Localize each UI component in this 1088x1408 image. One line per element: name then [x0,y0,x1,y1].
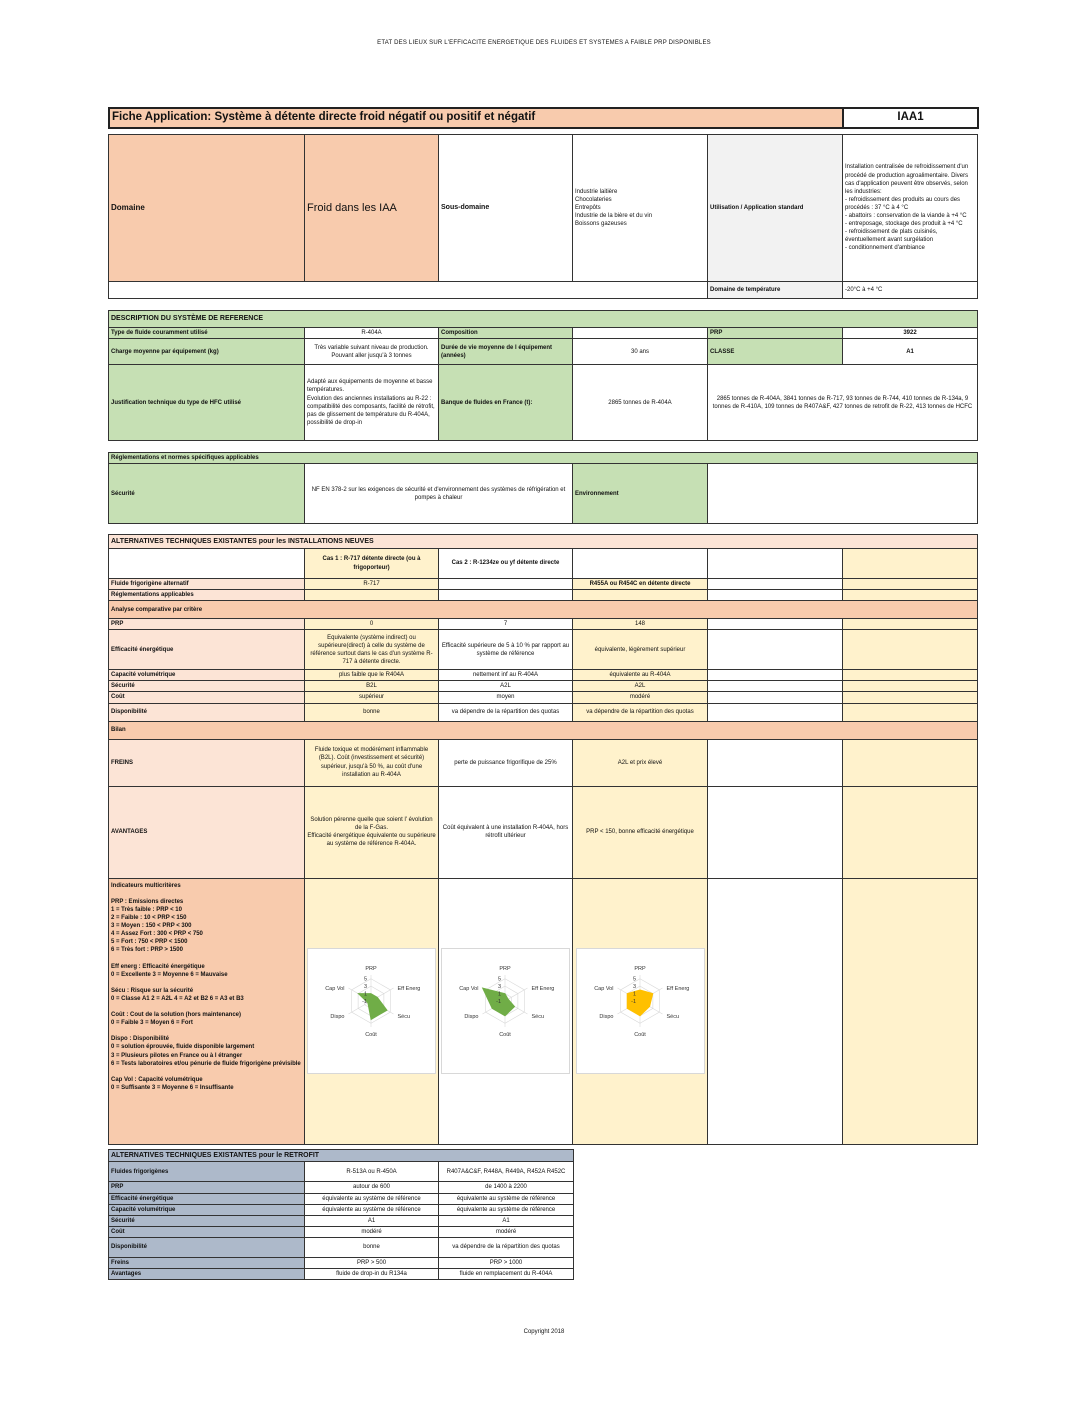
indicateur-line: 0 = Excellente 3 = Moyenne 6 = Mauvaise [111,971,228,978]
fiche-title: Fiche Application: Système à détente directe froid négatif ou positif et négatif [109,108,843,128]
crit-prp-5 [843,619,978,630]
alt-fluide-4 [708,579,843,590]
indicateurs-legend [109,878,305,1144]
radar-tick-label: 5 [497,976,501,983]
retro-row-8-b: fluide en remplacement du R-404A [439,1269,574,1280]
crit-prp-2: 7 [439,619,573,630]
retro-row-6-label: Disponibilité [109,1237,305,1257]
crit-eff-label: Efficacité énergétique [109,630,305,670]
crit-dispo-3: va dépendre de la répartition des quotas [573,703,708,721]
avantages-1: Solution pérenne quelle que soient l' évolution de la F-Gas. Efficacité énergétique équivalente ou supérieure au système de référence R-404A. [305,786,439,878]
case-2-title: Cas 2 : R-1234ze ou yf détente directe [439,549,573,579]
radar-cell-2 [439,878,573,1144]
retro-row-7-b: PRP > 1000 [439,1257,574,1268]
crit-cout-1: supérieur [305,692,439,703]
radar-axis-label: Dispo [330,1014,345,1021]
indicateur-line: 5 = Fort : 750 < PRP < 1500 [111,939,188,946]
indicateur-line: Dispo : Disponibilité [111,1036,169,1043]
crit-eff-2: Efficacité supérieure de 5 à 10 % par rapport au système de référence [439,630,573,670]
avantages-3: PRP < 150, bonne efficacité énergétique [573,786,708,878]
radar-axis-label: Dispo [598,1014,613,1021]
radar-axis-label: Sécu [666,1014,679,1021]
crit-cap-label: Capacité volumétrique [109,670,305,681]
radar-cell-1 [305,878,439,1144]
radar-axis-label: Cap Vol [593,986,613,993]
retro-row-3-label: Capacité volumétrique [109,1204,305,1215]
radar-tick-label: 3 [632,984,636,991]
indicateur-line: 3 = Plusieurs pilotes en France ou à l étranger [111,1052,243,1059]
retro-row-1-b: de 1400 à 2200 [439,1182,574,1193]
indicateur-line: 1 = Très faible : PRP < 10 [111,906,182,913]
freins-label: FREINS [109,739,305,786]
indicateur-line: Sécu : Risque sur la sécurité [111,987,194,994]
alt-reglementations-label: Réglementations applicables [109,590,305,601]
retrofit-section-title: ALTERNATIVES TECHNIQUES EXISTANTES pour le RETROFIT [109,1150,574,1162]
radar-axis-label: PRP [365,966,377,973]
retro-row-2-label: Efficacité énergétique [109,1193,305,1204]
retro-row-6-b: va dépendre de la répartition des quotas [439,1237,574,1257]
usage-label: Utilisation / Application standard [708,135,843,282]
charge-label: Charge moyenne par équipement (kg) [109,339,305,365]
indicateur-line: 3 = Moyen : 150 < PRP < 300 [111,923,192,930]
crit-prp-1: 0 [305,619,439,630]
radar-svg-3 [577,949,704,1073]
alt-fluide-3: R455A ou R454C en détente directe [573,579,708,590]
indicateur-line [111,1003,302,1011]
securite-value: NF EN 378-2 sur les exigences de sécurité et d'environnement des systèmes de réfrigération et pompes à chaleur [305,464,573,524]
fluide-value: R-404A [305,328,439,339]
crit-dispo-4 [708,703,843,721]
footer-copyright: Copyright 2018 [523,1329,565,1335]
retro-row-4-b: A1 [439,1215,574,1226]
avantages-4 [708,786,843,878]
fiche-code: IAA1 [843,108,978,128]
reference-section-title: DESCRIPTION DU SYSTÈME DE REFERENCE [109,311,978,328]
domaine-empty [109,282,708,299]
indicateur-line [111,1068,302,1076]
retro-row-1-label: PRP [109,1182,305,1193]
sous-domaine-label: Sous-domaine [439,135,573,282]
radar-axis-label: Cap Vol [325,986,345,993]
environnement-value [708,464,978,524]
crit-cout-4 [708,692,843,703]
freins-5 [843,739,978,786]
alternatives-section-title: ALTERNATIVES TECHNIQUES EXISTANTES pour les INSTALLATIONS NEUVES [109,535,978,549]
radar-tick-label: 5 [363,976,367,983]
retro-row-5-b: modéré [439,1226,574,1237]
reference-table [108,310,978,441]
composition-value [573,328,708,339]
radar-tick-label: 1 [632,991,636,998]
crit-eff-5 [843,630,978,670]
crit-secu-4 [708,681,843,692]
securite-label: Sécurité [109,464,305,524]
banque-label: Banque de fluides en France (t): [439,365,573,441]
retro-row-0-a: R-513A ou R-450A [305,1162,439,1182]
environnement-label: Environnement [573,464,708,524]
radar-svg-1 [308,949,435,1073]
cases-empty [109,549,305,579]
justification-label: Justification technique du type de HFC utilisé [109,365,305,441]
crit-eff-4 [708,630,843,670]
crit-prp-4 [708,619,843,630]
domaine-label: Domaine [109,135,305,282]
alt-fluide-2 [439,579,573,590]
freins-1: Fluide toxique et modérément inflammable (B2L). Coût (investissement et sécurité) supérieur, jusqu'à 50 %, au coût d'une installation au R-404A [305,739,439,786]
prp-label: PRP [708,328,843,339]
radar-axis-label: PRP [633,966,646,973]
indicateur-line: 4 = Assez Fort : 300 < PRP < 750 [111,931,203,938]
indicateur-line: 6 = Tests laboratoires et/ou pénurie de fluide frigorigène prévisible [111,1060,301,1067]
indicateur-line [111,979,302,987]
crit-dispo-5 [843,703,978,721]
crit-secu-1: B2L [305,681,439,692]
bilan-label: Bilan [109,721,978,739]
retro-row-4-label: Sécurité [109,1215,305,1226]
avantages-2: Coût équivalent à une installation R-404A, hors rétrofit ultérieur [439,786,573,878]
retrofit-table [108,1149,574,1280]
classe-value: A1 [843,339,978,365]
indicateur-line: 0 = Classe A1 2 = A2L 4 = A2 et B2 6 = A3 et B3 [111,995,244,1002]
temperature-label: Domaine de température [708,282,843,299]
crit-cout-3: modéré [573,692,708,703]
reglementation-section-title: Réglementations et normes spécifiques applicables [109,453,978,464]
radar-cell-3 [573,878,708,1144]
retro-row-0-label: Fluides frigorigènes [109,1162,305,1182]
radar-axis-label: Eff Energ [531,986,555,993]
retro-row-1-a: autour de 600 [305,1182,439,1193]
crit-prp-label: PRP [109,619,305,630]
indicateur-line: 6 = Très fort : PRP > 1500 [111,947,183,954]
retro-row-6-a: bonne [305,1237,439,1257]
indicateur-line [111,890,302,898]
retro-row-4-a: A1 [305,1215,439,1226]
alt-reg-2 [439,590,573,601]
crit-dispo-label: Disponibilité [109,703,305,721]
retro-row-5-label: Coût [109,1226,305,1237]
radar-series [358,991,387,1020]
radar-tick-label: 3 [363,984,367,991]
justification-value: Adapté aux équipements de moyenne et basse températures. Evolution des anciennes installations au R-22 : compatibilité des composants, facilité de rétrofit, pas de glissement de température du R-404A, possibilité de drop-in [305,365,439,441]
crit-cap-1: plus faible que le R404A [305,670,439,681]
crit-cout-2: moyen [439,692,573,703]
radar-tick-label: -1 [496,999,501,1006]
radar-axis-label: Sécu [531,1014,545,1021]
case-5-title [843,549,978,579]
radar-tick-label: 1 [363,991,367,998]
radar-tick-label: -1 [362,999,367,1006]
radar-axis-label: PRP [499,966,511,973]
radar-tick-label: 3 [497,984,501,991]
radar-chart-1 [307,948,436,1074]
radar-chart-2 [441,948,570,1074]
radar-svg-2 [442,949,569,1073]
freins-3: A2L et prix élevé [573,739,708,786]
case-3-title [573,549,708,579]
radar-axis-label: Coût [633,1032,646,1039]
alt-fluide-label: Fluide frigorigène alternatif [109,579,305,590]
radar-tick-label: -1 [630,999,636,1006]
fiche-title-table [108,107,979,129]
retro-row-8-a: fluide de drop-in du R134a [305,1269,439,1280]
case-4-title [708,549,843,579]
freins-2: perte de puissance frigorifique de 25% [439,739,573,786]
domaine-table [108,134,978,299]
avantages-5 [843,786,978,878]
crit-eff-1: Equivalente (système indirect) ou supérieure(direct) à celle du système de référence surtout dans le cas d'un système R-717 à détente directe. [305,630,439,670]
crit-cap-3: équivalente au R-404A [573,670,708,681]
indicateur-line: Coût : Cout de la solution (hors maintenance) [111,1012,242,1019]
crit-cap-2: nettement inf au R-404A [439,670,573,681]
charge-value: Très variable suivant niveau de production. Pouvant aller jusqu'à 3 tonnes [305,339,439,365]
alt-fluide-5 [843,579,978,590]
crit-secu-label: Sécurité [109,681,305,692]
analyse-label: Analyse comparative par critère [109,601,978,619]
crit-cap-5 [843,670,978,681]
usage-value: Installation centralisée de refroidissement d'un procédé de production agroalimentaire. Divers cas d'application peuvent être observés, selon les industries: - refroidissement des produits au cours des procédés : 37 °C à 4 °C - abattoirs : conservation de la viande à +4 °C - entreposage, stockage des produit à +4 °C - refroidissement de plats cuisinés, éventuellement avant surgélation - conditionnement d'ambiance [843,135,978,282]
radar-axis-label: Sécu [397,1014,411,1021]
crit-eff-3: équivalente, légèrement supérieur [573,630,708,670]
indicateur-line: Eff energ : Efficacité énergétique [111,963,205,970]
indicateur-line [111,954,302,962]
fluide-label: Type de fluide couramment utilisé [109,328,305,339]
alt-reg-1 [305,590,439,601]
classe-label: CLASSE [708,339,843,365]
crit-prp-3: 148 [573,619,708,630]
crit-secu-5 [843,681,978,692]
indicateur-line: 0 = solution éprouvée, fluide disponible largement [111,1044,255,1051]
retro-row-7-a: PRP > 500 [305,1257,439,1268]
retro-row-3-a: équivalente au système de référence [305,1204,439,1215]
case-1-title: Cas 1 : R-717 détente directe (ou à frigoporteur) [305,549,439,579]
retro-row-5-a: modéré [305,1226,439,1237]
alternatives-table [108,534,978,1145]
crit-dispo-1: bonne [305,703,439,721]
crit-cout-label: Coût [109,692,305,703]
radar-axis-label: Eff Energ [666,986,689,993]
crit-cout-5 [843,692,978,703]
duree-value: 30 ans [573,339,708,365]
avantages-label: AVANTAGES [109,786,305,878]
banque-value: 2865 tonnes de R-404A [573,365,708,441]
radar-tick-label: 1 [497,991,501,998]
retro-row-0-b: R407A&C&F, R448A, R449A, R452A R452C [439,1162,574,1182]
retro-row-2-b: équivalente au système de référence [439,1193,574,1204]
freins-4 [708,739,843,786]
radar-axis-label: Eff Energ [397,986,421,993]
radar-axis-label: Dispo [464,1014,479,1021]
retro-row-8-label: Avantages [109,1269,305,1280]
radar-tick-label: 5 [632,976,636,983]
alt-fluide-1: R-717 [305,579,439,590]
banque-detail: 2865 tonnes de R-404A, 3841 tonnes de R-717, 93 tonnes de R-744, 410 tonnes de R-134a, 9 tonnes de R-410A, 109 tonnes de R407A&F, 427 tonnes de retrofit de R-22, 413 tonnes de HCFC [708,365,978,441]
crit-secu-2: A2L [439,681,573,692]
indicateur-line: Cap Vol : Capacité volumétrique [111,1076,203,1083]
alt-reg-3 [573,590,708,601]
retro-row-7-label: Freins [109,1257,305,1268]
indicateur-line: 2 = Faible : 10 < PRP < 150 [111,914,187,921]
retro-row-2-a: équivalente au système de référence [305,1193,439,1204]
crit-cap-4 [708,670,843,681]
indicateur-line: 0 = Faible 3 = Moyen 6 = Fort [111,1020,193,1027]
domaine-value: Froid dans les IAA [305,135,439,282]
crit-dispo-2: va dépendre de la répartition des quotas [439,703,573,721]
retro-row-3-b: équivalente au système de référence [439,1204,574,1215]
radar-cell-5 [843,878,978,1144]
reglementation-table [108,452,978,524]
crit-secu-3: A2L [573,681,708,692]
duree-label: Durée de vie moyenne de l équipement (années) [439,339,573,365]
alt-reg-5 [843,590,978,601]
radar-axis-label: Coût [499,1032,511,1039]
alt-reg-4 [708,590,843,601]
indicateur-line: 0 = Suffisante 3 = Moyenne 6 = Insuffisante [111,1084,234,1091]
sous-domaine-value: Industrie laitière Chocolateries Entrepôts Industrie de la bière et du vin Boissons gazeuses [573,135,708,282]
radar-cell-4 [708,878,843,1144]
composition-label: Composition [439,328,573,339]
indicateur-line [111,1027,302,1035]
radar-axis-label: Cap Vol [459,986,479,993]
indicateur-line: Indicateurs multicritères [111,882,181,889]
indicateur-line: PRP : Emissions directes [111,898,184,905]
radar-chart-3 [576,948,705,1074]
prp-value: 3922 [843,328,978,339]
temperature-value: -20°C à +4 °C [843,282,978,299]
page-header: ETAT DES LIEUX SUR L'EFFICACITE ENERGETIQUE DES FLUIDES ET SYSTEMES A FAIBLE PRP DISPONIBLES [377,40,711,46]
radar-axis-label: Coût [365,1032,377,1039]
